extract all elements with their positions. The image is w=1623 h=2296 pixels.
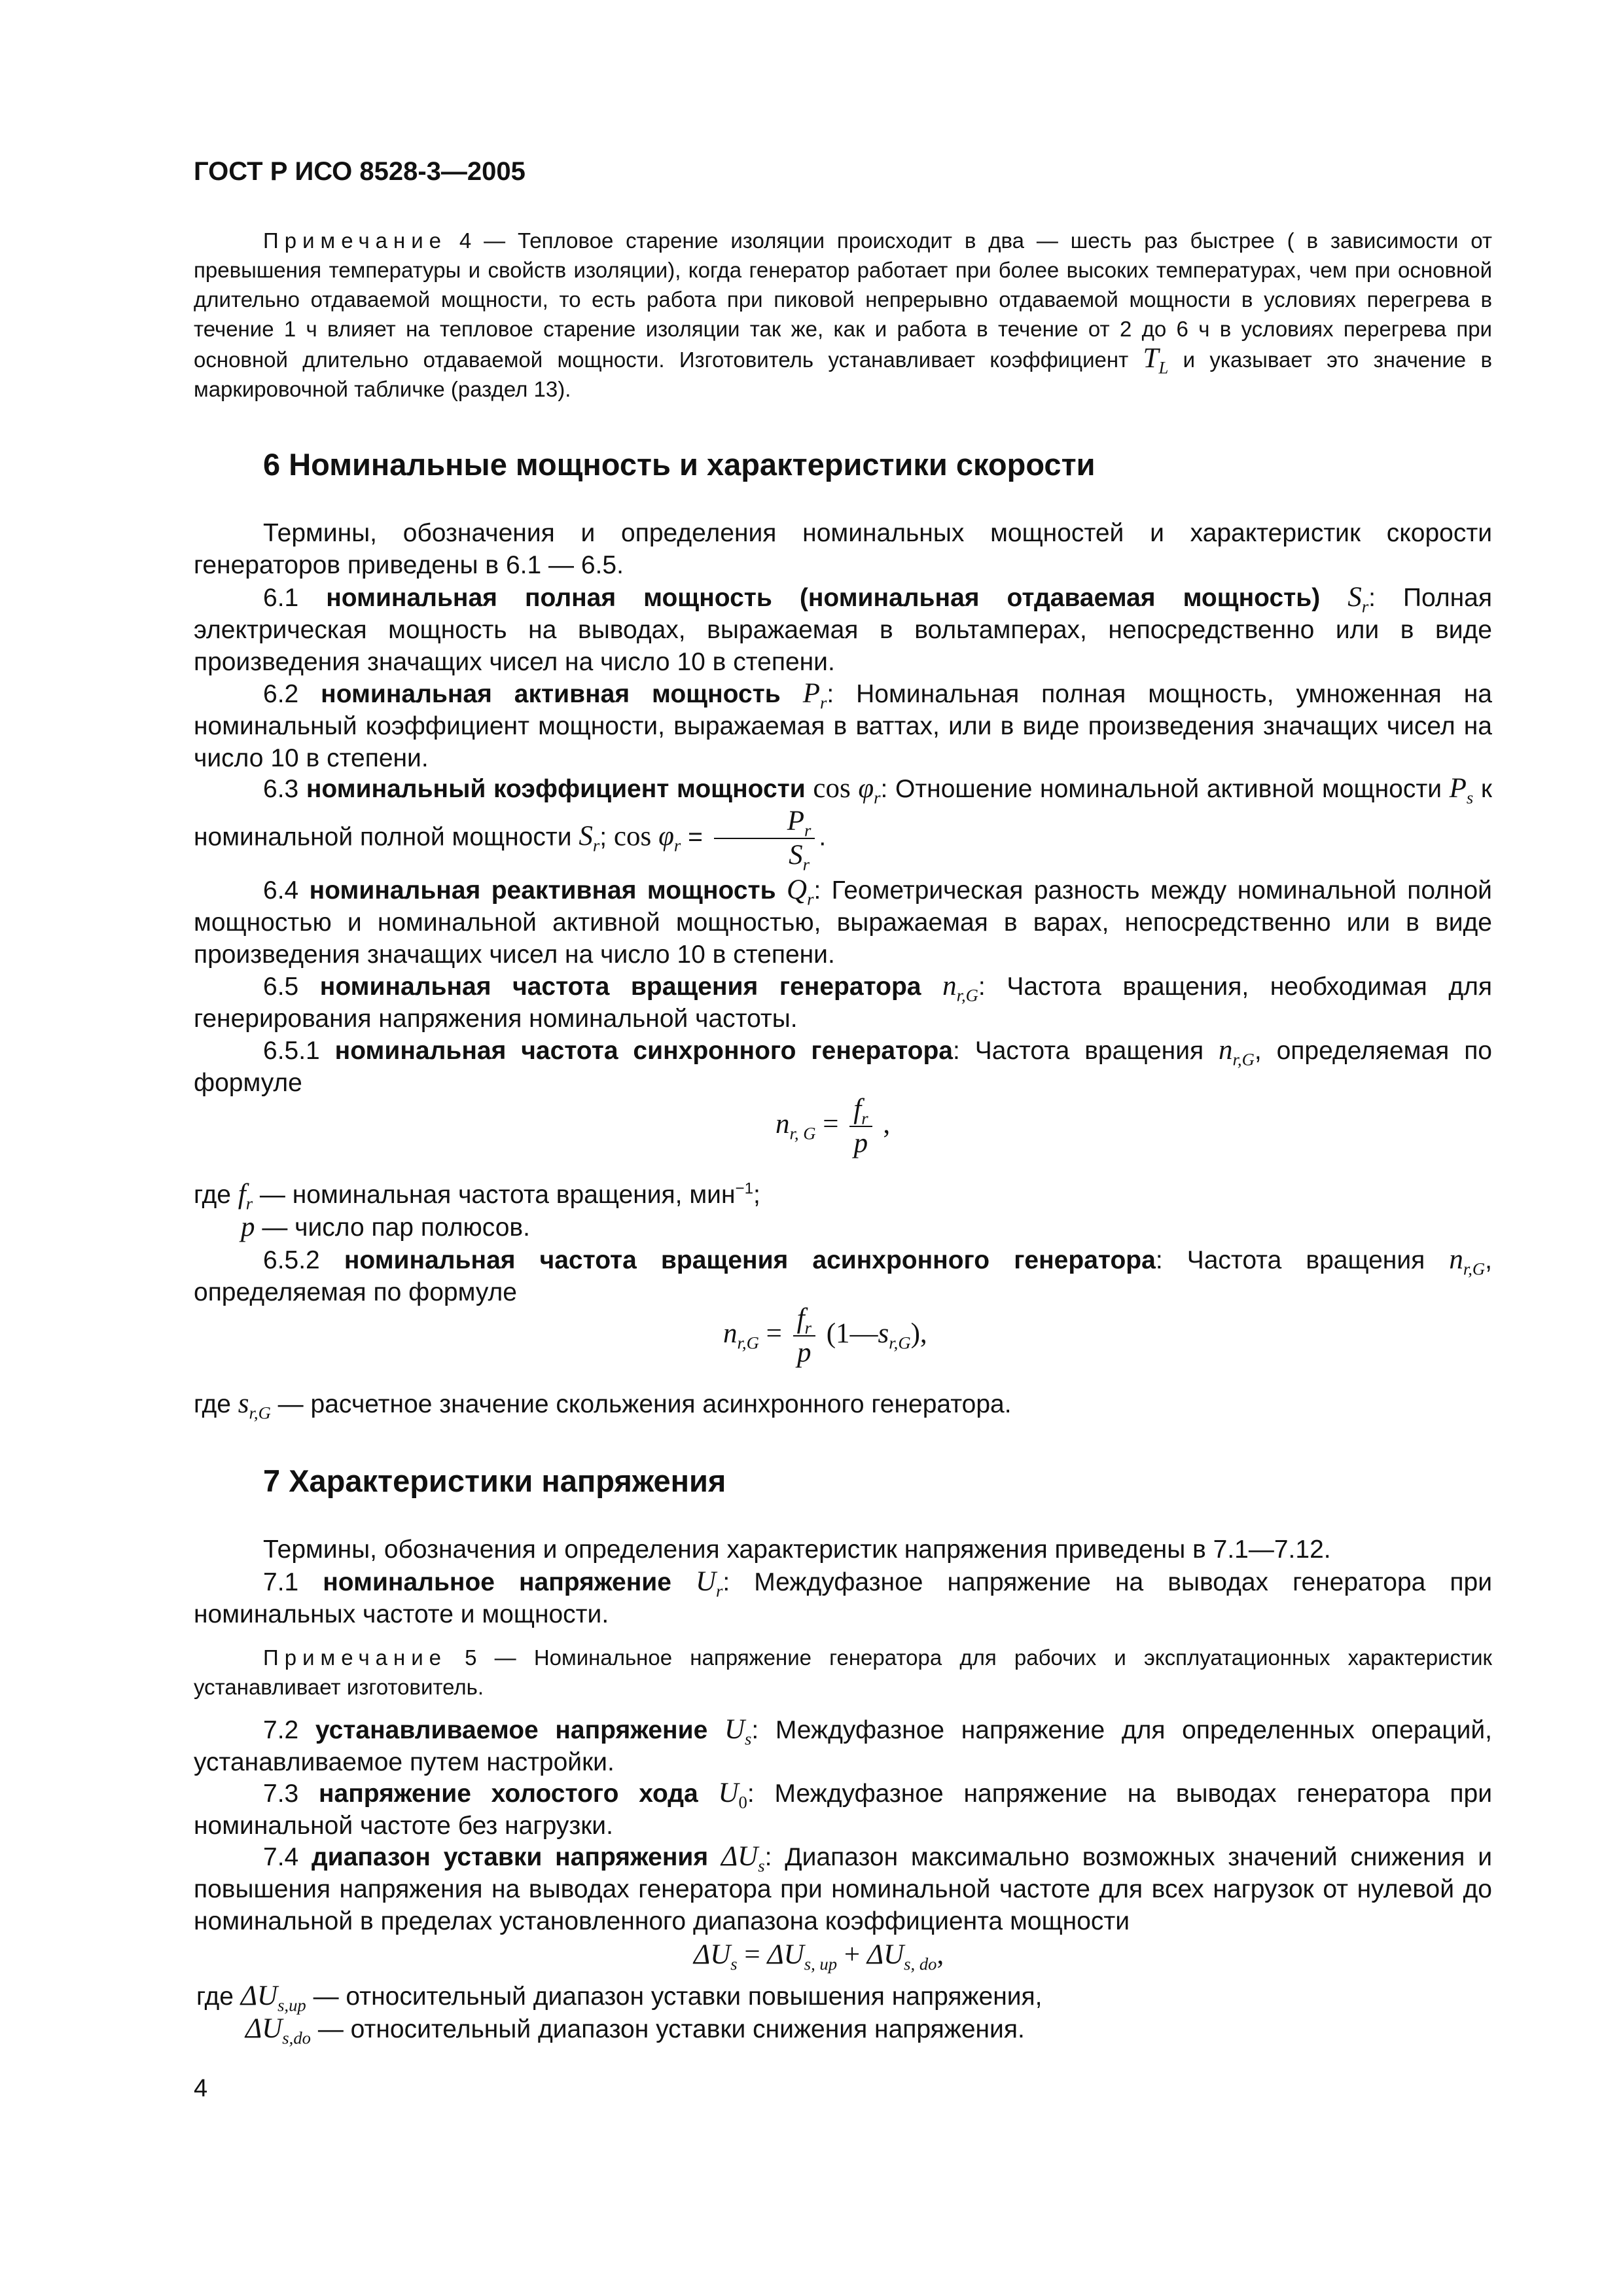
clause-6-1: 6.1 номинальная полная мощность (номинальная отдаваемая мощность) $S_r$: Полная электрическая мощность на выводах, выражаемая в вольтамперах, непосредственно или в виде произведения значащих чисел на число 10 в степени. [194, 582, 1492, 676]
clause-7-1: 7.1 номинальное напряжение $U_r$: Междуфазное напряжение на выводах генератора при номинальных частоте и мощности. [194, 1566, 1492, 1628]
clause-6-2: 6.2 номинальная активная мощность $P_r$: Номинальная полная мощность, умноженная на номинальный коэффициент мощности, выражаемая в ваттах, или в виде произведения значащих чисел на число 10 в степени. [194, 678, 1492, 772]
note-text: 4 — Тепловое старение изоляции происходит в два — шесть раз быстрее ( в зависимости от превышения температуры и свойств изоляции), когда генератор работает при более высоких температурах, чем при основной длительно отдаваемой мощности, то есть работа при пиковой непрерывно отдаваемой мощности в условиях перегрева в течение 1 ч влияет на тепловое старение изоляции так же, как и работа в течение от 2 до 6 ч в условиях перегрева при основной длительно отдаваемой мощности. Изготовитель устанавливает коэффициент [194, 228, 1492, 372]
note-tail: и указывает это значение в маркировочной табличке (раздел 13). [194, 348, 1493, 401]
symbol-tl: $T_L$ [1143, 343, 1169, 378]
clause-6-5: 6.5 номинальная частота вращения генератора $n_{r,G}$: Частота вращения, необходимая для генерирования напряжения номинальной частоты. [194, 971, 1492, 1033]
clause-6-3: 6.3 номинальный коэффициент мощности $\cos \varphi_r$: Отношение номинальной активной мощности $P_s$ к номинальной полной мощности $S_r$; $\cos \varphi_r$ = $\frac{P_r}{S_r}$ . [194, 773, 1492, 874]
note-4 [194, 226, 1492, 404]
where-us-up: где $\Delta U_{s,up}$ — относительный диапазон уставки повышения напряжения, [196, 1981, 1043, 2015]
where-p: p — число пар полюсов. [241, 1211, 530, 1242]
clause-6-4: 6.4 номинальная реактивная мощность $Q_r$: Геометрическая разность между номинальной полной мощностью и номинальной активной мощностью, выражаемая в варах, непосредственно или в виде произведения значащих чисел на число 10 в степени. [194, 874, 1492, 969]
section-7-heading: 7 Характеристики напряжения [263, 1463, 726, 1498]
term-7-1: номинальное напряжение [323, 1568, 671, 1596]
document-code-header: ГОСТ Р ИСО 8528-3—2005 [194, 157, 526, 186]
formula-voltage-range: $\Delta U_s = \Delta U_{s, up} + \Delta U_{s, do}$, [694, 1939, 944, 1974]
term-7-3: напряжение холостого хода [318, 1780, 698, 1808]
clause-6-5-2: 6.5.2 номинальная частота вращения асинхронного генератора: Частота вращения $n_{r,G}$, определяемая по формуле [194, 1244, 1493, 1306]
term-6-1: номинальная полная мощность (номинальная отдаваемая мощность) [326, 584, 1321, 612]
term-6-5: номинальная частота вращения генератора [319, 973, 921, 1001]
section-6-intro: Термины, обозначения и определения номинальных мощностей и характеристик скорости генераторов приведены в 6.1 — 6.5. [194, 519, 1492, 579]
term-6-4: номинальная реактивная мощность [309, 876, 776, 905]
where-slip: где $s_{r,G}$ — расчетное значение скольжения асинхронного генератора. [194, 1388, 1012, 1423]
clause-7-4: 7.4 диапазон уставки напряжения $\Delta U_s$: Диапазон максимально возможных значений снижения и повышения напряжения на выводах генератора при номинальной частоте для всех нагрузок от нулевой до номинальной в пределах установленного диапазона коэффициента мощности [194, 1841, 1492, 1935]
where-fr: где $f_r$ — номинальная частота вращения, мин$^{-1}$; [194, 1179, 760, 1213]
clause-7-3: 7.3 напряжение холостого хода $U_0$: Междуфазное напряжение на выводах генератора при номинальной частоте без нагрузки. [194, 1778, 1492, 1840]
term-6-5-2: номинальная частота вращения асинхронного генератора [344, 1246, 1156, 1274]
formula-synchronous-speed: $n_{r, G}$ = $\frac{f_r}{p}$ , [776, 1094, 891, 1158]
note-5: Примечание 5 — Номинальное напряжение генератора для рабочих и эксплуатационных характеристик устанавливает изготовитель. [194, 1645, 1492, 1699]
term-7-2: устанавливаемое напряжение [315, 1716, 708, 1744]
page-number: 4 [194, 2075, 208, 2102]
clause-7-2: 7.2 устанавливаемое напряжение $U_s$: Междуфазное напряжение для определенных операций, устанавливаемое путем настройки. [194, 1714, 1492, 1776]
clause-6-5-1: 6.5.1 номинальная частота синхронного генератора: Частота вращения $n_{r,G}$, определяемая по формуле [194, 1035, 1492, 1097]
power-factor-fraction: $\frac{P_r}{S_r}$ [714, 805, 815, 872]
term-7-4: диапазон уставки напряжения [312, 1843, 709, 1871]
formula-asynchronous-speed: $n_{r,G}$ = $\frac{f_r}{p}$ $(1—s_{r,G})$, [723, 1303, 927, 1368]
where-us-do: $\Delta U_{s,do}$ — относительный диапазон уставки снижения напряжения. [245, 2013, 1025, 2048]
term-6-3: номинальный коэффициент мощности [306, 775, 806, 803]
section-7-intro: Термины, обозначения и определения характеристик напряжения приведены в 7.1—7.12. [263, 1535, 1331, 1564]
term-6-2: номинальная активная мощность [321, 680, 781, 708]
term-6-5-1: номинальная частота синхронного генератора [334, 1037, 953, 1065]
note-label: Примечание [263, 228, 448, 253]
section-6-heading: 6 Номинальные мощность и характеристики скорости [263, 447, 1096, 482]
